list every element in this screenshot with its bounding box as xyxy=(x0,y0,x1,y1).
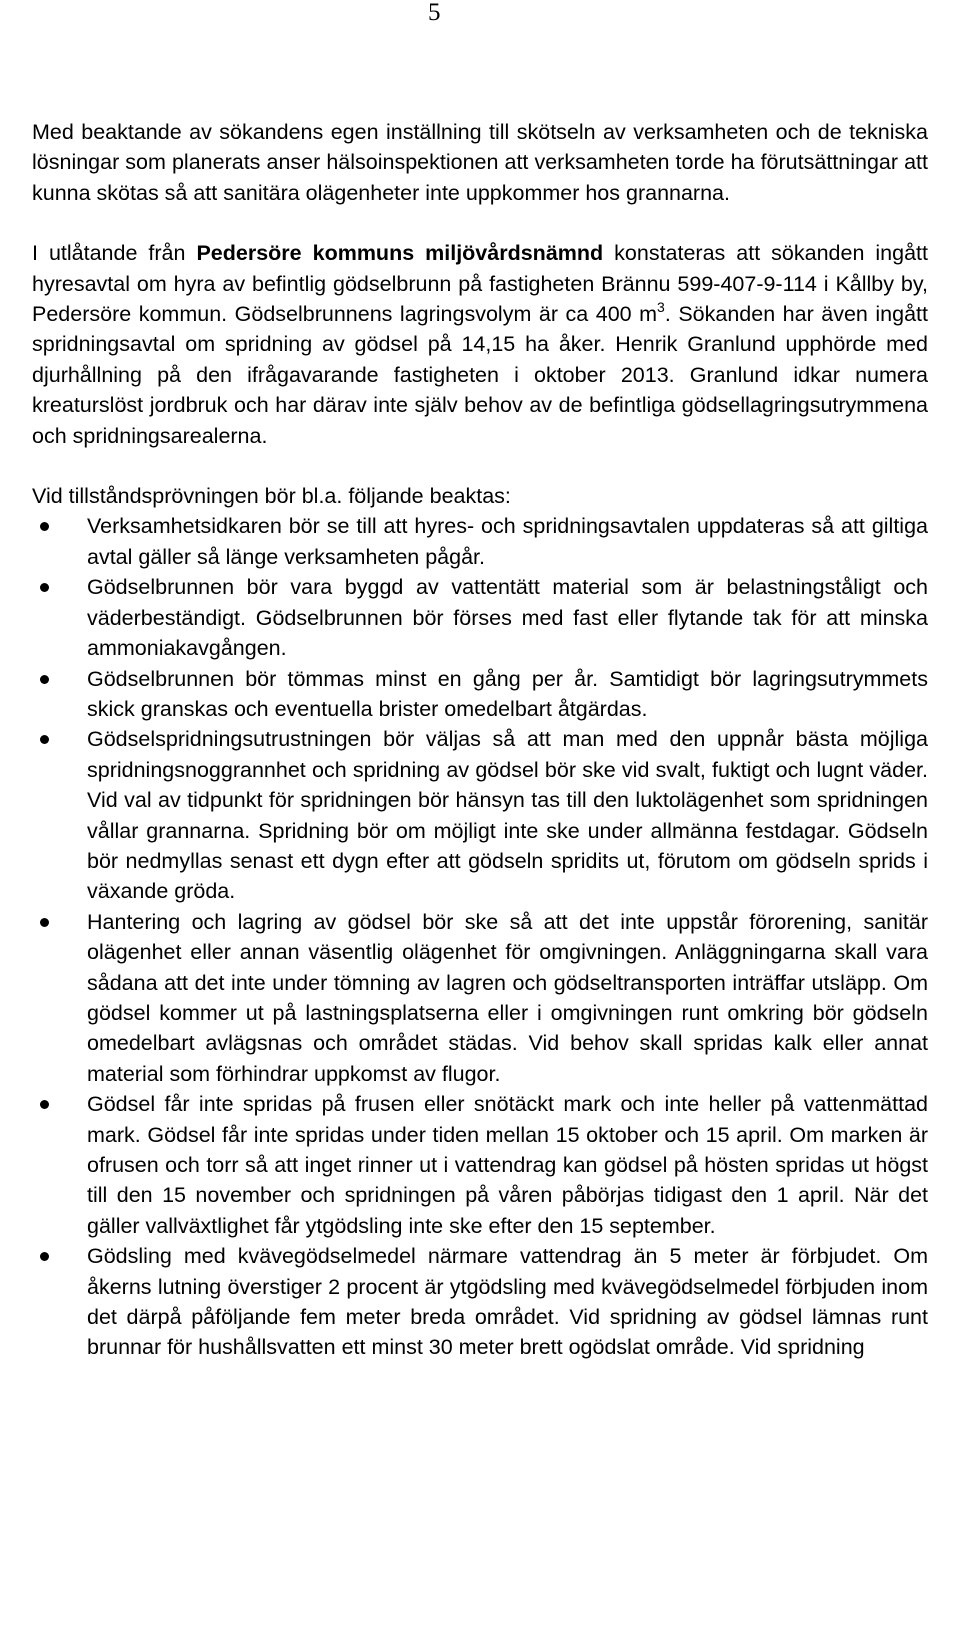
list-item-text: Gödsel får inte spridas på frusen eller snötäckt mark och inte heller på vattenmättad mark. Gödsel får inte spridas under tiden mellan 15 oktober och 15 april. Om marken är ofrusen och torr så att inget rinner ut i vattendrag kan gödsel på hösten spridas ut högst till den 15 november och spridningen på våren påbörjas tidigast den 1 april. När det gäller vallväxtlighet får ytgödsling inte ske efter den 15 september. xyxy=(87,1092,928,1238)
list-item xyxy=(32,1089,928,1241)
list-item-text: Gödselbrunnen bör tömmas minst en gång per år. Samtidigt bör lagringsutrymmets skick granskas och eventuella brister omedelbart åtgärdas. xyxy=(87,666,928,721)
bullet-icon xyxy=(40,522,49,531)
authority-name: Pedersöre kommuns miljövårdsnämnd xyxy=(196,241,604,266)
list-item-text: Gödselbrunnen bör vara byggd av vattentätt material som är belastningståligt och väderbeständigt. Gödselbrunnen bör förses med fast eller flytande tak för att minska ammoniakavgången. xyxy=(87,575,928,661)
list-item-text: Hantering och lagring av gödsel bör ske så att det inte uppstår förorening, sanitär olägenhet eller annan väsentlig olägenhet för omgivningen. Anläggningarna skall vara sådana att det inte under tömning av lagren och gödseltransporten inträffar utsläpp. Om gödsel kommer ut på lastningsplatserna eller i omgivningen runt omkring bör gödseln omedelbart avlägsnas och området städas. Vid behov skall spridas kalk eller annat material som förhindrar uppkomst av flugor. xyxy=(87,909,928,1086)
list-item xyxy=(32,907,928,1089)
statement-body-continued: . Sökanden har även ingått spridningsavtal om spridning av gödsel på 14,15 ha åker. Henrik Granlund upphörde med djurhållning på den ifrågavarande fastigheten i oktober 2013. Granlund idkar numera kreaturslöst jordbruk och har därav inte själv behov av de befintliga gödsellagringsutrymmena och spridningsarealerna. xyxy=(32,302,928,448)
bullet-icon xyxy=(40,918,49,927)
bullet-icon xyxy=(40,1100,49,1109)
list-item xyxy=(32,1241,928,1363)
list-item-text: Gödselspridningsutrustningen bör väljas så att man med den uppnår bästa möjliga spridningsnoggrannhet och spridning av gödsel bör ske vid svalt, fuktigt och lugnt väder. Vid val av tidpunkt för spridningen bör hänsyn tas till den luktolägenhet som spridningen vållar grannarna. Spridning bör om möjligt inte ske under allmänna festdagar. Gödseln bör nedmyllas senast ett dygn efter att gödseln spridits ut, förutom om gödseln sprids i växande gröda. xyxy=(87,727,928,904)
bullet-icon xyxy=(40,735,49,744)
list-item xyxy=(32,664,928,725)
statement-intro: I utlåtande från xyxy=(32,241,197,266)
list-item-text: Gödsling med kvävegödselmedel närmare vattendrag än 5 meter är förbjudet. Om åkerns lutning överstiger 2 procent är ytgödsling med kvävegödselmedel förbjuden inom det därpå påföljande fem meter breda området. Vid spridning av gödsel lämnas runt brunnar för hushållsvatten ett minst 30 meter brett ogödslat område. Vid spridning xyxy=(87,1244,928,1360)
list-item xyxy=(32,724,928,906)
list-item xyxy=(32,511,928,572)
list-item-text: Verksamhetsidkaren bör se till att hyres- och spridningsavtalen uppdateras så att giltiga avtal gäller så länge verksamheten pågår. xyxy=(87,514,928,569)
paragraph-assessment: Med beaktande av sökandens egen inställning till skötseln av verksamheten och de tekniska lösningar som planerats anser hälsoinspektionen att verksamheten torde ha förutsättningar att kunna skötas så att sanitära olägenheter inte uppkommer hos grannarna. xyxy=(32,120,928,205)
requirements-intro: Vid tillståndsprövningen bör bl.a. följande beaktas: xyxy=(32,484,511,509)
unit-superscript: 3 xyxy=(657,299,665,316)
list-item xyxy=(32,572,928,663)
bullet-icon xyxy=(40,675,49,684)
requirements-list xyxy=(32,511,928,1362)
statement-body: konstateras att sökanden ingått hyresavtal om hyra av befintlig gödselbrunn på fastigheten Brännu 599-407-9-114 i Kållby by, Pedersöre kommun. Gödselbrunnens lagringsvolym är ca 400 m xyxy=(32,241,928,327)
bullet-icon xyxy=(40,583,49,592)
document-body xyxy=(32,117,928,1363)
paragraph-statement xyxy=(32,238,928,451)
page-number: 5 xyxy=(428,0,441,26)
bullet-icon xyxy=(40,1252,49,1261)
